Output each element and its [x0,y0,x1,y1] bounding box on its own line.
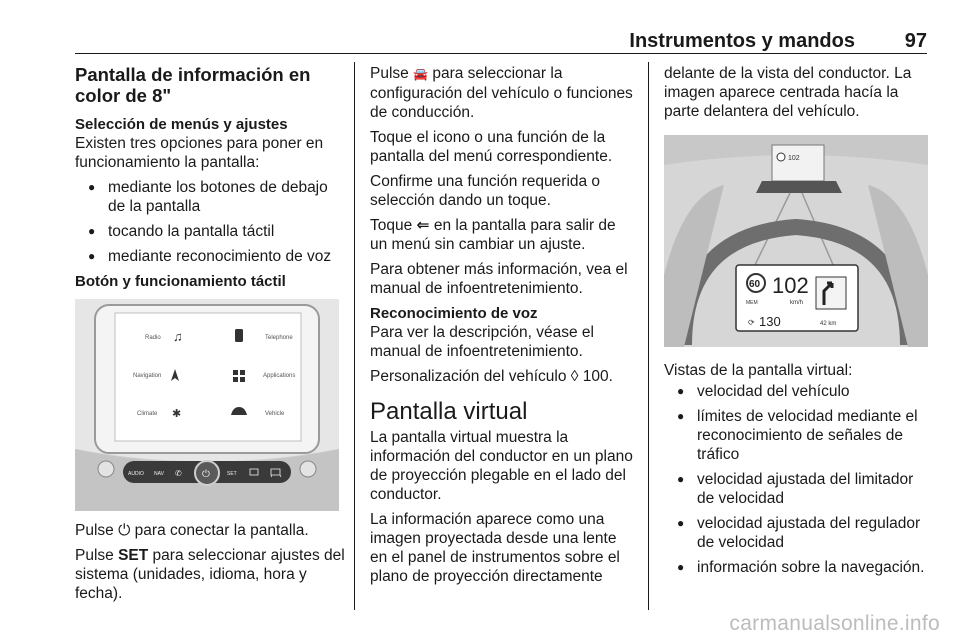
head-up-display-illustration [664,135,928,347]
hud-distance: 42 km [820,321,837,327]
column-2 [370,64,636,592]
page-header [75,30,927,54]
back-arrow-icon: ⇐ [416,217,430,234]
menu-telephone: Telephone [265,335,293,341]
list-item: ● información sobre la navegación. [664,558,930,577]
list-item: ● mediante reconocimiento de voz [75,247,345,266]
list-item: ● velocidad ajustada del regulador de velocidad [664,514,930,552]
column-1 [75,64,345,609]
column-divider [354,62,355,610]
section-heading: Pantalla virtual [370,398,528,425]
hud-unit: km/h [790,300,804,306]
touchscreen-figure [75,299,339,511]
phone-call-icon[interactable]: ✆ [175,469,182,478]
list-item: ● límites de velocidad mediante el reconocimiento de señales de tráfico [664,407,930,464]
paragraph: Pulse 🚘 para seleccionar la configuración del vehículo o funciones de conducción. [370,65,633,121]
paragraph: delante de la vista del conductor. La imagen aparece centrada hacía la parte delantera del vehículo. [664,65,912,120]
list-item: ● tocando la pantalla táctil [75,222,345,241]
hud-speed: 102 [772,273,809,298]
paragraph: Para obtener más información, vea el manual de infoentretenimiento. [370,261,628,297]
list-item: ● velocidad del vehículo [664,382,930,401]
paragraph: Toque ⇐ en la pantalla para salir de un menú sin cambiar un ajuste. [370,217,616,253]
audio-button[interactable]: AUDIO [128,471,144,477]
paragraph: Toque el icono o una función de la pantalla del menú correspondiente. [370,129,613,165]
reference-arrow-icon: ◊ [570,368,579,385]
subheading: Selección de menús y ajustes [75,116,288,133]
page-number: 97 [904,30,927,52]
paragraph: Personalización del vehículo ◊ 100. [370,368,613,385]
paragraph: La información aparece como una imagen proyectada desde una lente en el panel de instrumentos sobre el plano de proyección directamente [370,511,620,585]
paragraph: Pulse SET para seleccionar ajustes del sistema (unidades, idioma, hora y fecha). [75,547,345,602]
list-item: ● velocidad ajustada del limitador de velocidad [664,470,930,508]
bullet-list [664,382,930,577]
column-divider [648,62,649,610]
paragraph: Confirme una función requerida o selección dando un toque. [370,173,601,209]
hud-small-speed: 102 [788,155,800,162]
nav-button[interactable]: NAV [154,471,164,477]
menu-applications: Applications [263,373,296,379]
bullet-list [75,178,345,266]
hud-set-speed: 130 [759,314,781,329]
menu-navigation: Navigation [133,373,162,379]
paragraph: Pulse ⏻ para conectar la pantalla. [75,522,309,539]
list-title: Vistas de la pantalla virtual: [664,362,853,379]
paragraph: La pantalla virtual muestra la información del conductor en un plano de proyección plegable en el lado del conductor. [370,429,633,503]
vehicle-icon: 🚘 [413,67,429,81]
head-up-display-figure [664,135,928,347]
power-icon: ⏻ [118,522,131,539]
hud-mem-label: MEM [746,300,758,306]
music-icon: ♫ [173,329,183,344]
subheading: Botón y funcionamiento táctil [75,273,286,290]
touchscreen-illustration [75,299,339,511]
paragraph: Para ver la descripción, véase el manual de infoentretenimiento. [370,324,595,360]
menu-vehicle: Vehicle [265,411,285,417]
fan-icon: ✱ [172,408,182,420]
watermark: carmanualsonline.info [729,612,940,635]
column-3 [664,64,930,583]
menu-radio: Radio [145,335,161,341]
cruise-icon: ⟳ [748,318,755,327]
section-heading: Pantalla de información en color de 8" [75,64,311,106]
hud-speed-limit: 60 [749,279,761,290]
keyword: SET [118,547,149,564]
paragraph: Existen tres opciones para poner en funcionamiento la pantalla: [75,135,324,171]
subheading: Reconocimiento de voz [370,305,538,322]
page-title: Instrumentos y mandos [629,30,855,52]
set-button[interactable]: SET [227,471,237,477]
phone-icon [235,329,243,342]
menu-climate: Climate [137,411,158,417]
power-icon: ⏻ [202,469,210,480]
list-item: ● mediante los botones de debajo de la pantalla [75,178,345,216]
